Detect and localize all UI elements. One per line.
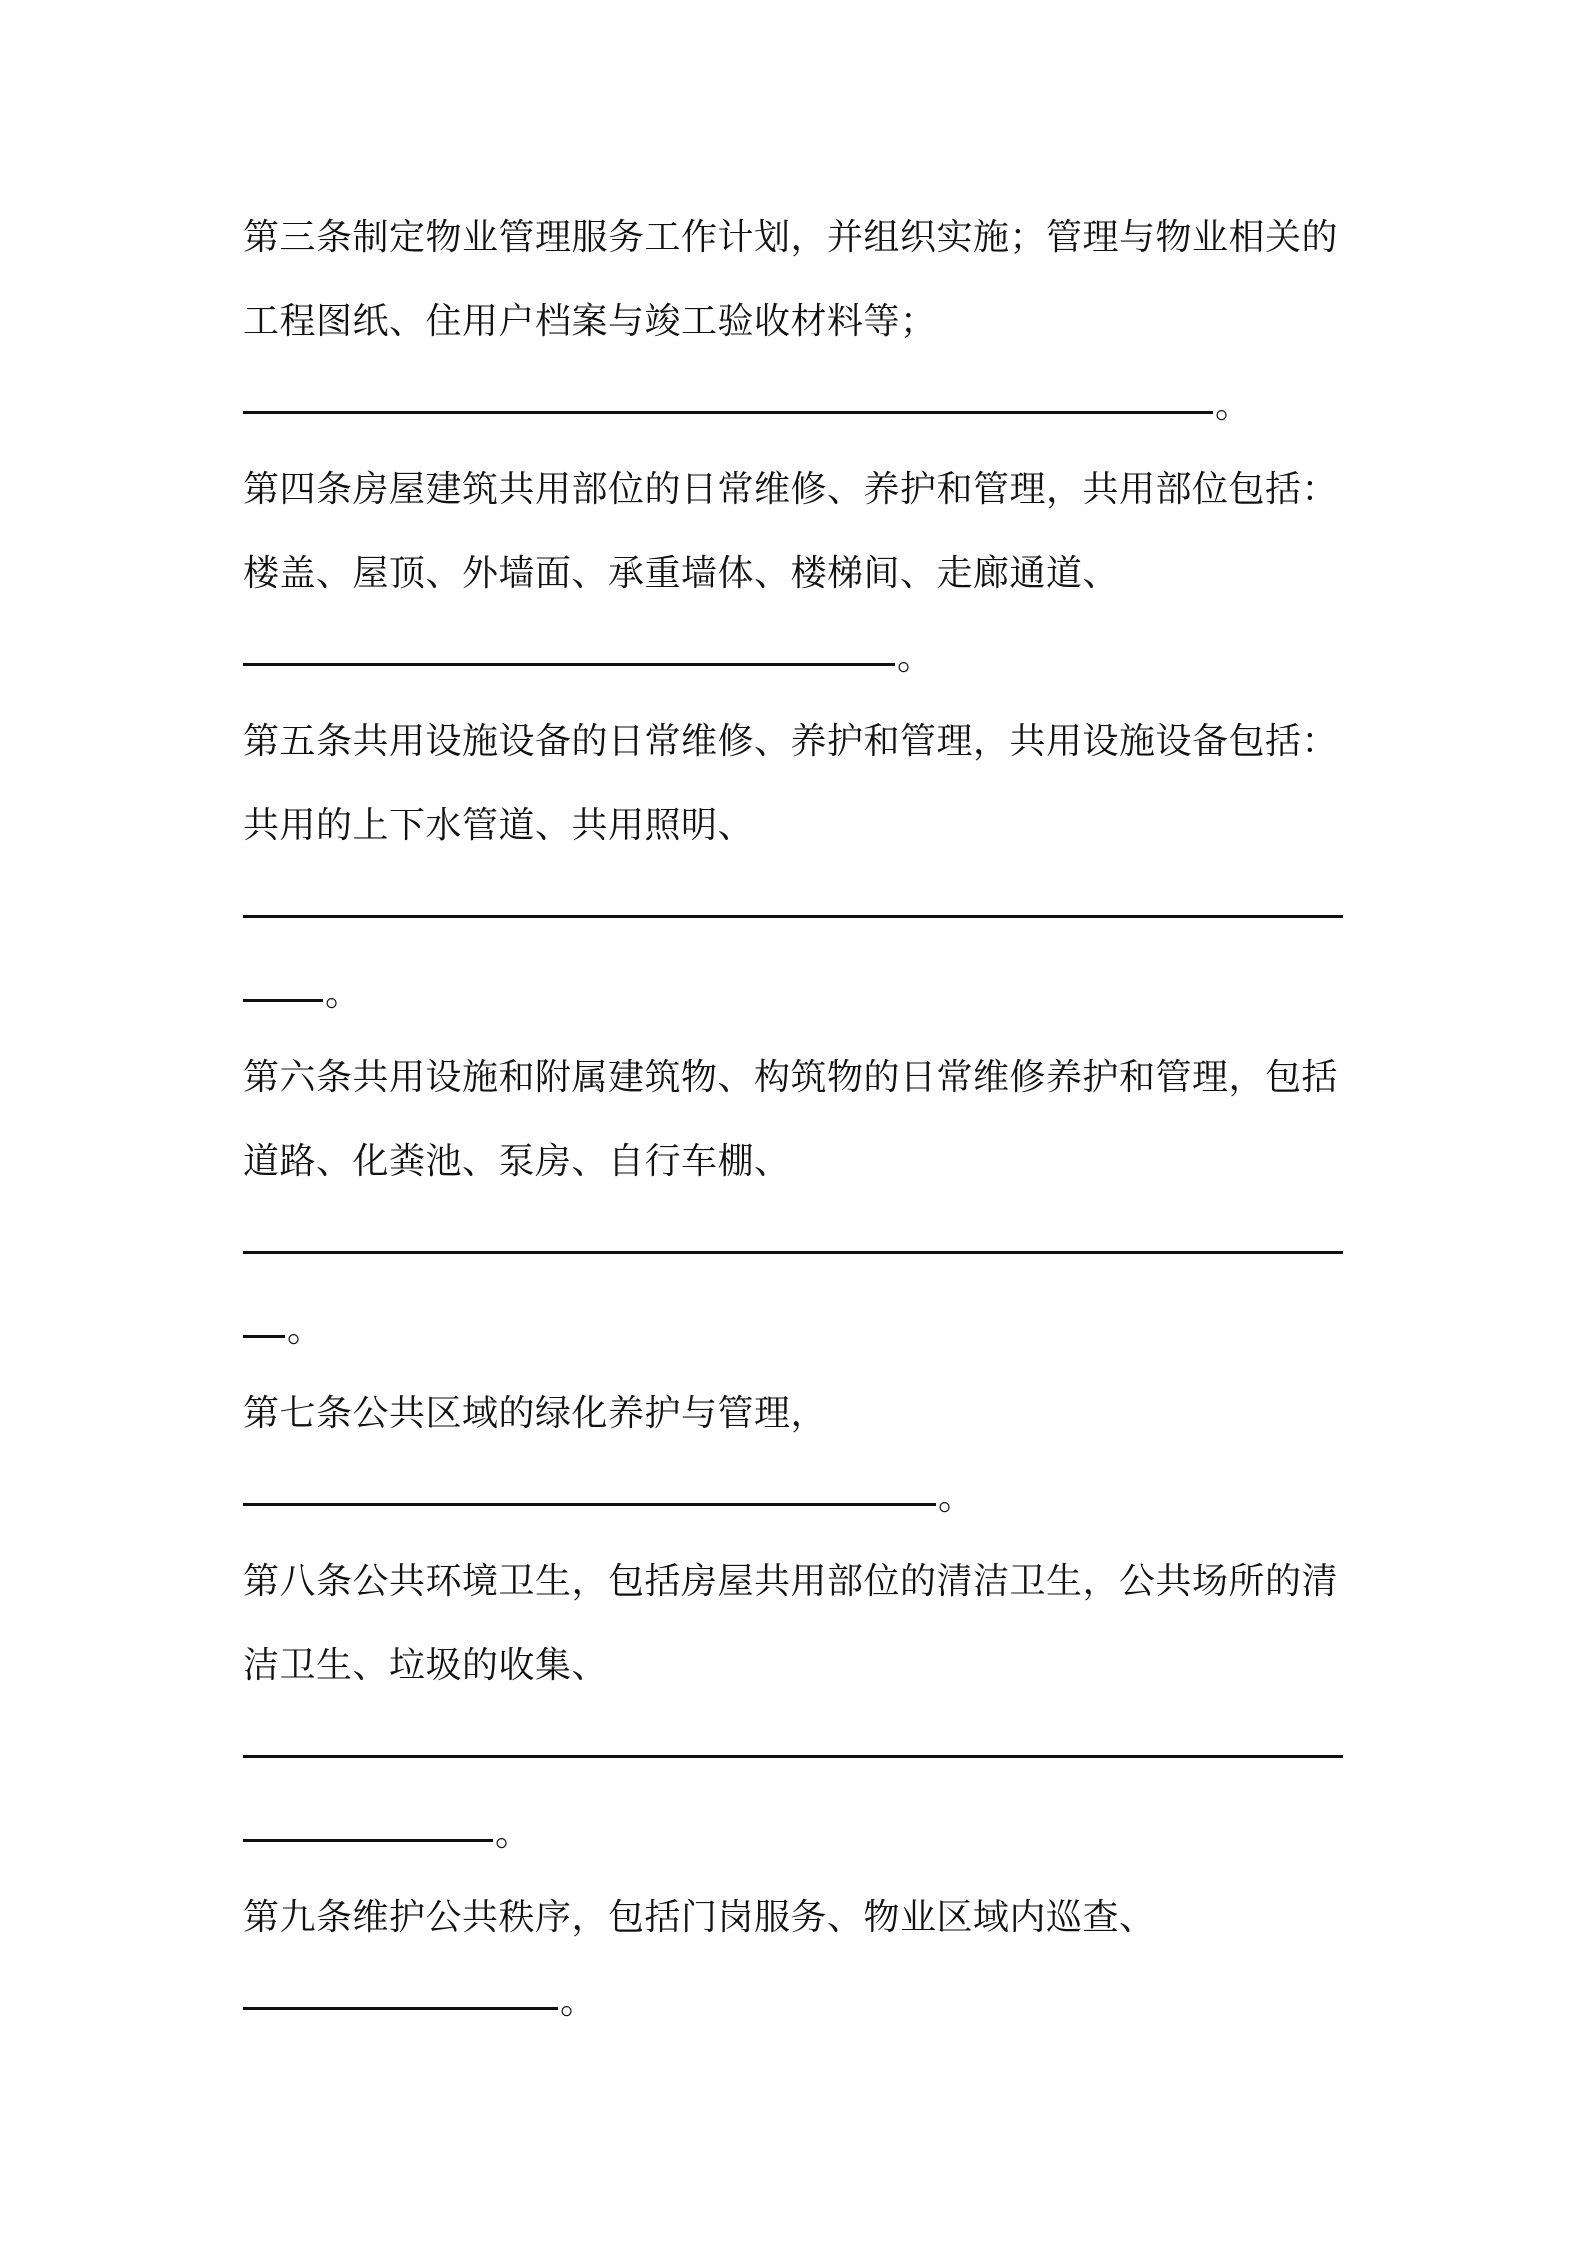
article-5-blank-1[interactable]	[243, 915, 1343, 918]
article-3-period: 。	[1215, 385, 1252, 426]
contract-body	[243, 196, 1363, 2044]
article-5-line-2: 共用的上下水管道、共用照明、	[243, 805, 755, 846]
article-6-blank-1[interactable]	[243, 1251, 1343, 1254]
article-3-blank-line	[243, 364, 1363, 448]
article-7-blank[interactable]	[243, 1503, 936, 1506]
article-8-blank-line-2	[243, 1792, 1363, 1876]
article-4-line-2: 楼盖、屋顶、外墙面、承重墙体、楼梯间、走廊通道、	[243, 553, 1120, 594]
article-8-line-2: 洁卫生、垃圾的收集、	[243, 1645, 609, 1686]
article-7-period: 。	[938, 1477, 975, 1518]
article-9-blank[interactable]	[243, 2007, 558, 2010]
article-6-blank-2[interactable]	[243, 1335, 285, 1338]
article-4-period: 。	[897, 637, 934, 678]
article-5-blank-line-1	[243, 868, 1363, 952]
article-5-line-1: 第五条共用设施设备的日常维修、养护和管理，共用设施设备包括：	[243, 721, 1339, 762]
article-7-line-1: 第七条公共区域的绿化养护与管理，	[243, 1393, 828, 1434]
article-8-blank-2[interactable]	[243, 1839, 493, 1842]
article-3-blank[interactable]	[243, 411, 1213, 414]
article-6-blank-line-2	[243, 1288, 1363, 1372]
article-6-period: 。	[287, 1309, 324, 1350]
article-9-blank-line	[243, 1960, 1363, 2044]
article-6-line-2: 道路、化粪池、泵房、自行车棚、	[243, 1141, 791, 1182]
article-4-line-1: 第四条房屋建筑共用部位的日常维修、养护和管理，共用部位包括：	[243, 469, 1339, 510]
article-8-line-1: 第八条公共环境卫生，包括房屋共用部位的清洁卫生，公共场所的清	[243, 1561, 1339, 1602]
article-5-period: 。	[325, 973, 362, 1014]
article-5-blank-2[interactable]	[243, 999, 323, 1002]
article-4-blank-line	[243, 616, 1363, 700]
article-3-line-2: 工程图纸、住用户档案与竣工验收材料等；	[243, 301, 937, 342]
article-8-period: 。	[495, 1813, 532, 1854]
article-8-blank-1[interactable]	[243, 1755, 1343, 1758]
article-3-line-1: 第三条制定物业管理服务工作计划，并组织实施；管理与物业相关的	[243, 217, 1339, 258]
article-6-line-1: 第六条共用设施和附属建筑物、构筑物的日常维修养护和管理，包括	[243, 1057, 1339, 1098]
article-5-blank-line-2	[243, 952, 1363, 1036]
article-9-line-1: 第九条维护公共秩序，包括门岗服务、物业区域内巡查、	[243, 1897, 1156, 1938]
article-9-period: 。	[560, 1981, 597, 2022]
article-7-blank-line	[243, 1456, 1363, 1540]
article-4-blank[interactable]	[243, 663, 895, 666]
article-6-blank-line-1	[243, 1204, 1363, 1288]
article-8-blank-line-1	[243, 1708, 1363, 1792]
